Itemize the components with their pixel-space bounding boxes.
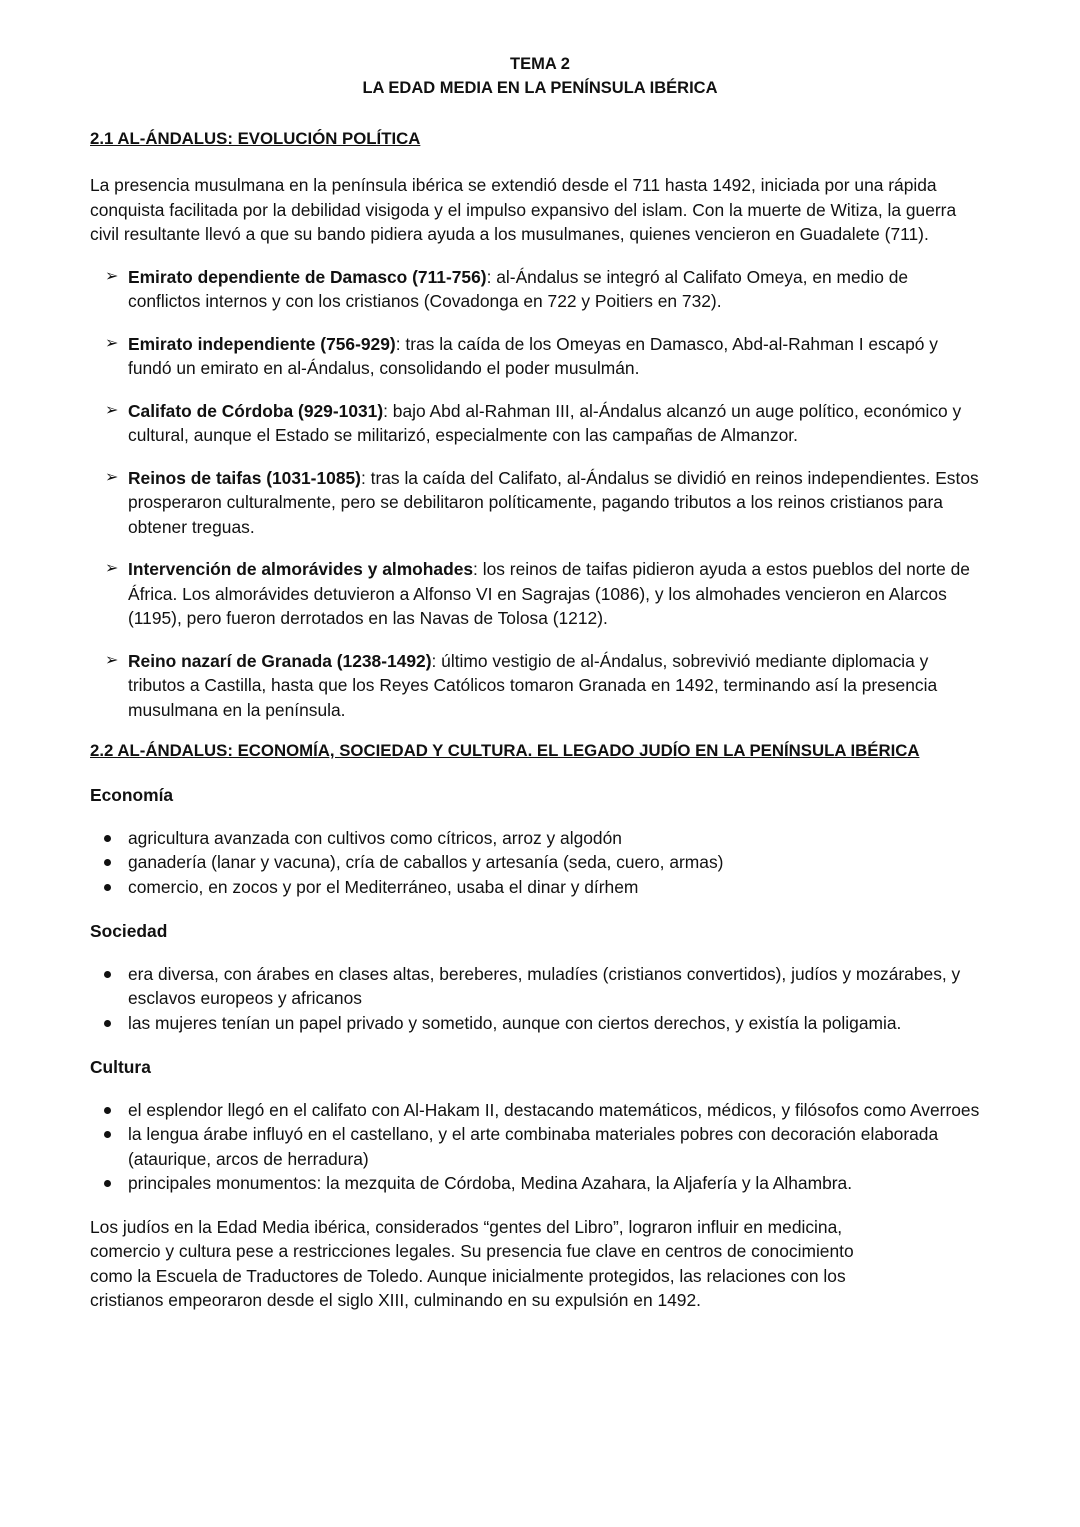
arrow-bullet-icon: ➢ [105,401,119,419]
item-text: : tras la caída de los Omeyas en Damasco, Abd-al-Rahman I escapó y fundó un emirato en al-Ándalus, consolidando el poder musulmán. [128,333,938,378]
list-item [90,332,984,381]
item-text: el esplendor llegó en el califato con Al-Hakam II, destacando matemáticos, médicos, y filósofos como Averroes [128,1099,980,1120]
arrow-bullet-icon: ➢ [105,651,119,669]
item-text: : bajo Abd al-Rahman III, al-Ándalus alcanzó un auge político, económico y cultural, aunque el Estado se militarizó, especialmente con las campañas de Almanzor. [128,400,962,445]
bullet-icon [104,1131,111,1138]
item-text: era diversa, con árabes en clases altas, bereberes, muladíes (cristianos convertidos), judíos y mozárabes, y esclavos europeos y africanos [128,963,961,1008]
item-text: principales monumentos: la mezquita de Córdoba, Medina Azahara, la Aljafería y la Alhambra. [128,1173,853,1193]
document-header [96,52,984,100]
item-text: : los reinos de taifas pidieron ayuda a estos pueblos del norte de África. Los almorávides detuvieron a Alfonso VI en Sagrajas (1086), y los almohades vencieron en Alarcos (1195), pero fueron derrotados en las Navas de Tolosa (1212). [128,559,970,628]
bullet-icon [104,1107,111,1114]
bullet-icon [104,1180,111,1187]
list-item [90,265,984,314]
tema-label: TEMA 2 [510,55,570,73]
sociedad-heading: Sociedad [90,921,168,941]
item-text: las mujeres tenían un papel privado y sometido, aunque con ciertos derechos, y existía la poligamia. [128,1012,902,1033]
cultura-list [90,1098,984,1196]
list-item [90,399,984,448]
item-text: comercio, en zocos y por el Mediterráneo, usaba el dinar y dírhem [128,876,639,897]
item-term: Reinos de taifas (1031-1085) [128,467,361,488]
item-text: ganadería (lanar y vacuna), cría de caballos y artesanía (seda, cuero, armas) [128,852,724,872]
bullet-icon [104,884,111,891]
item-text: : tras la caída del Califato, al-Ándalus se dividió en reinos independientes. Estos prosperaron culturalmente, pero se debilitaron políticamente, pagando tributos a los reinos cristianos para obtener treguas. [128,467,979,537]
arrow-bullet-icon: ➢ [105,560,119,577]
jewish-legacy-paragraph: Los judíos en la Edad Media ibérica, considerados “gentes del Libro”, lograron influir en medicina, comercio y cultura pese a restricciones legales. Su presencia fue clave en centros de conocimiento como la Escuela de Traductores de Toledo. Aunque inicialmente protegidos, las relaciones con los cristianos empeoraron desde el siglo XIII, culminando en su expulsión en 1492. [90,1216,854,1310]
bullet-icon [104,835,111,842]
item-text: la lengua árabe influyó en el castellano, y el arte combinaba materiales pobres con decoración elaborada (ataurique, arcos de herradura) [128,1124,939,1169]
item-term: Intervención de almorávides y almohades [128,559,474,579]
bullet-icon [104,1020,111,1027]
cultura-heading: Cultura [90,1057,151,1077]
list-item [90,557,984,631]
sociedad-list [90,962,984,1036]
item-text: : al-Ándalus se integró al Califato Omeya, en medio de conflictos internos y con los cristianos (Covadonga en 722 y Poitiers en 732). [128,266,909,311]
arrow-bullet-icon: ➢ [105,468,119,486]
item-text: agricultura avanzada con cultivos como cítricos, arroz y algodón [128,827,622,848]
list-item [90,1171,984,1196]
list-item [90,1122,984,1171]
section-1-title: 2.1 AL-ÁNDALUS: EVOLUCIÓN POLÍTICA [90,129,421,148]
section-1-intro: La presencia musulmana en la península ibérica se extendió desde el 711 hasta 1492, iniciada por una rápida conquista facilitada por la debilidad visigoda y el impulso expansivo del islam. Con la muerte de Witiza, la guerra civil resultante llevó a que su bando pidiera ayuda a los musulmanes, quienes vencieron en Guadalete (711). [90,175,957,244]
item-term: Reino nazarí de Granada (1238-1492) [128,650,432,671]
list-item [90,962,984,1011]
economia-heading: Economía [90,785,174,805]
item-text: : último vestigio de al-Ándalus, sobrevivió mediante diplomacia y tributos a Castilla, hasta que los Reyes Católicos tomaron Granada en 1492, terminando así la presencia musulmana en la península. [128,650,938,720]
list-item [90,875,984,900]
document-title: LA EDAD MEDIA EN LA PENÍNSULA IBÉRICA [362,79,718,97]
list-item [90,1011,984,1036]
list-item [90,850,984,875]
item-term: Emirato independiente (756-929) [128,333,396,354]
item-term: Emirato dependiente de Damasco (711-756) [128,266,487,287]
economia-list [90,826,984,900]
political-periods-list [90,265,984,723]
bullet-icon [104,859,111,866]
item-term: Califato de Córdoba (929-1031) [128,400,384,421]
section-2-title: 2.2 AL-ÁNDALUS: ECONOMÍA, SOCIEDAD Y CULTURA. EL LEGADO JUDÍO EN LA PENÍNSULA IBÉRICA [90,741,920,760]
bullet-icon [104,971,111,978]
list-item [90,826,984,851]
list-item [90,466,984,540]
arrow-bullet-icon: ➢ [105,267,119,285]
arrow-bullet-icon: ➢ [105,334,119,352]
list-item [90,1098,984,1123]
list-item [90,649,984,723]
